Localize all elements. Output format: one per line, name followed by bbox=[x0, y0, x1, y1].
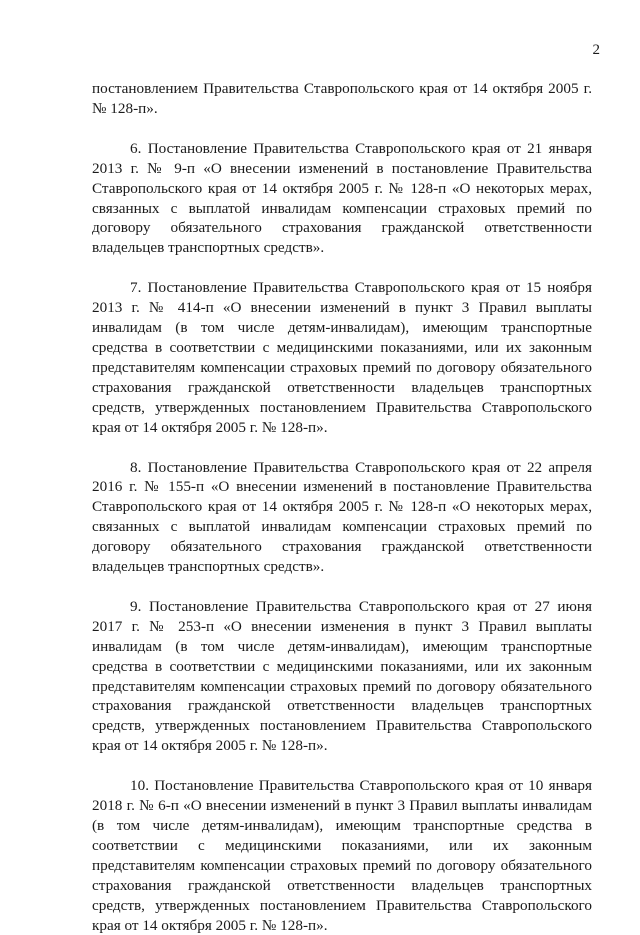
paragraph-item-7: 7. Постановление Правительства Ставропольского края от 15 ноября 2013 г. № 414-п «О внесении изменений в пункт 3 Правил выплаты инвалидам (в том числе детям-инвалидам), имеющим транспортные средства в соответствии с медицинскими показаниями, или их законным представителям компенсации страховых премий по договору обязательного страхования гражданской ответственности владельцев транспортных средств, утвержденных постановлением Правительства Ставропольского края от 14 октября 2005 г. № 128-п». bbox=[92, 279, 592, 436]
paragraph-gap bbox=[92, 577, 592, 597]
paragraph-gap bbox=[92, 438, 592, 458]
paragraph-gap bbox=[92, 258, 592, 278]
paragraph-gap bbox=[92, 119, 592, 139]
paragraph-item-8: 8. Постановление Правительства Ставропольского края от 22 апреля 2016 г. № 155-п «О внесении изменений в постановление Правительства Ставропольского края от 14 октября 2005 г. № 128-п «О некоторых мерах, связанных с выплатой инвалидам компенсации страховых премий по договору обязательного страхования гражданской ответственности владельцев транспортных средств». bbox=[92, 458, 592, 576]
page-number: 2 bbox=[592, 42, 600, 58]
paragraph-item-9: 9. Постановление Правительства Ставропольского края от 27 июня 2017 г. № 253-п «О внесении изменения в пункт 3 Правил выплаты инвалидам (в том числе детям-инвалидам), имеющим транспортные средства в соответствии с медицинскими показаниями, или их законным представителям компенсации страховых премий по договору обязательного страхования гражданской ответственности владельцев транспортных средств, утвержденных постановлением Правительства Ставропольского края от 14 октября 2005 г. № 128-п». bbox=[92, 597, 592, 755]
paragraph-item-6: 6. Постановление Правительства Ставропольского края от 21 января 2013 г. № 9-п «О внесении изменений в постановление Правительства Ставропольского края от 14 октября 2005 г. № 128-п «О некоторых мерах, связанных с выплатой инвалидам компенсации страховых премий по договору обязательного страхования гражданской ответственности владельцев транспортных средств». bbox=[92, 139, 592, 257]
paragraph-gap bbox=[92, 756, 592, 776]
paragraph-item-10: 10. Постановление Правительства Ставропольского края от 10 января 2018 г. № 6-п «О внесении изменений в пункт 3 Правил выплаты инвалидам (в том числе детям-инвалидам), имеющим транспортные средства в соответствии с медицинскими показаниями, или их законным представителям компенсации страховых премий по договору обязательного страхования гражданской ответственности владельцев транспортных средств, утвержденных постановлением Правительства Ставропольского края от 14 октября 2005 г. № 128-п». bbox=[92, 777, 592, 934]
paragraph-continuation: постановлением Правительства Ставропольского края от 14 октября 2005 г. № 128-п». bbox=[92, 80, 592, 117]
document-body bbox=[92, 79, 592, 935]
